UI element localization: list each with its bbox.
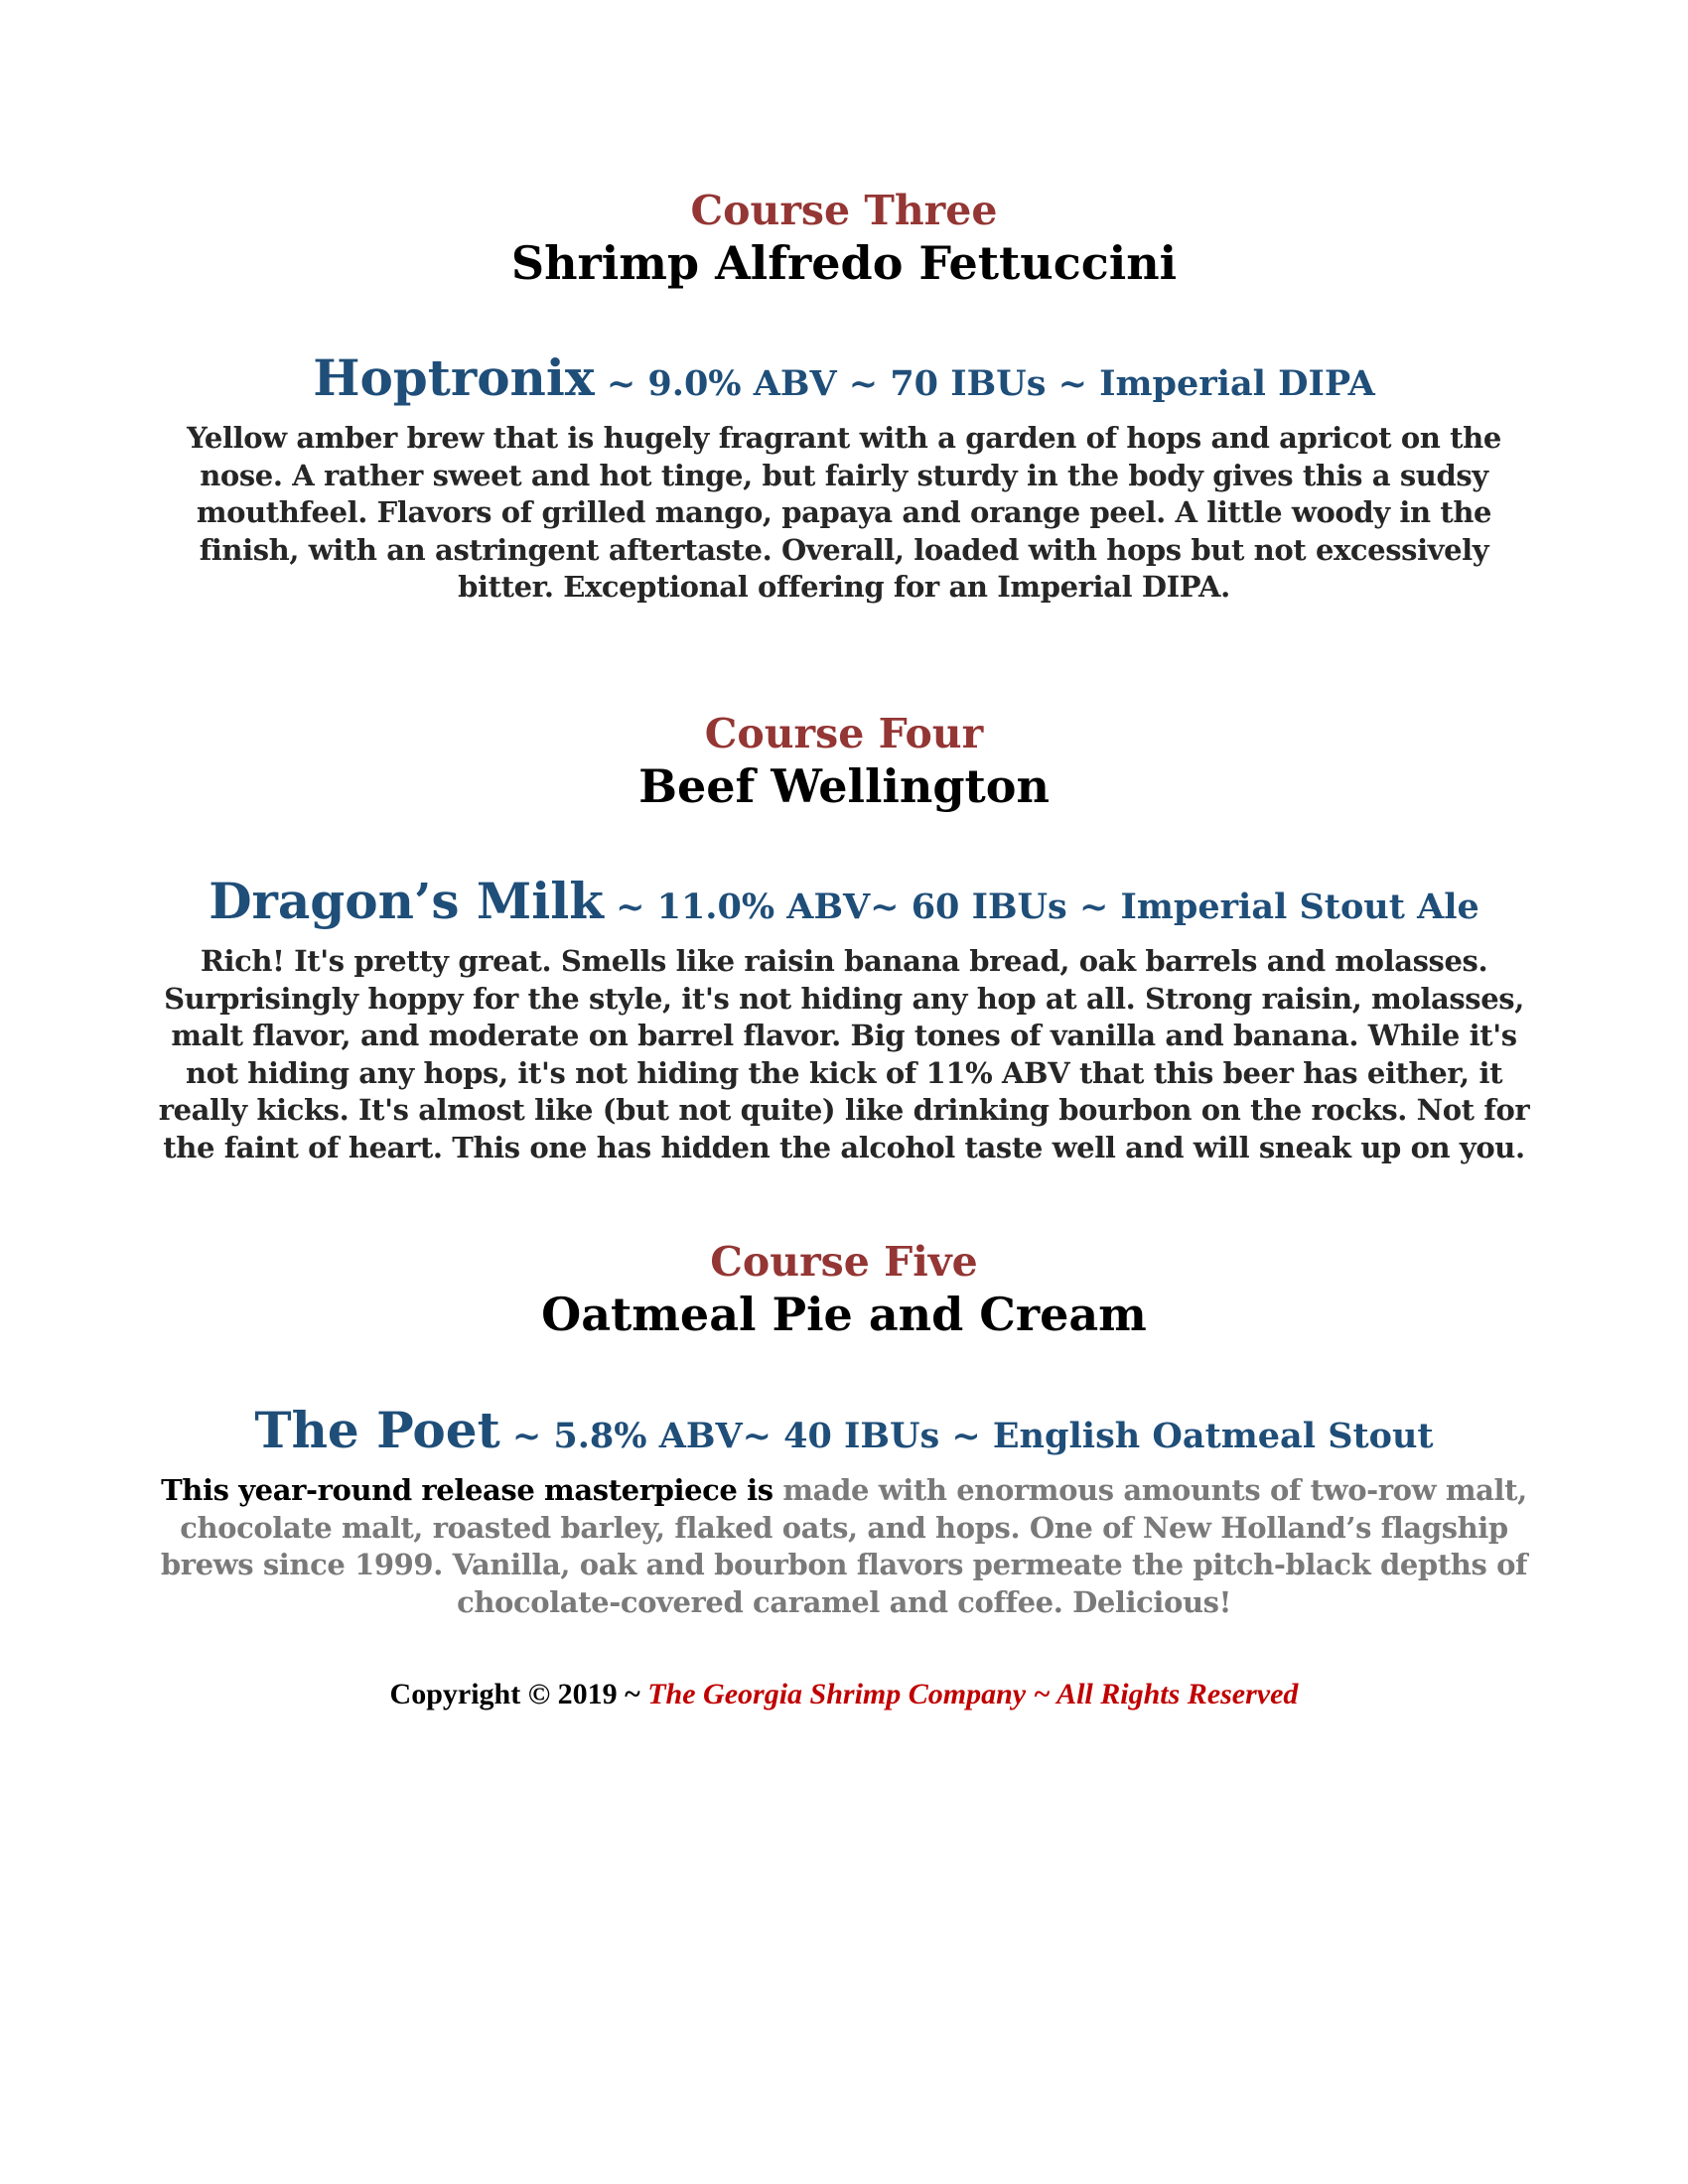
- description-text: made with enormous amounts of two-row malt,: [782, 1473, 1527, 1507]
- beer-the-poet: [99, 1401, 1589, 1621]
- description-intro: This year-round release masterpiece is: [161, 1473, 783, 1507]
- description-line: mouthfeel. Flavors of grilled mango, papaya and orange peel. A little woody in the: [196, 495, 1492, 529]
- copyright-footer: [99, 1677, 1589, 1712]
- course-label: Course Four: [704, 710, 984, 757]
- dish-name: Shrimp Alfredo Fettuccini: [510, 236, 1178, 290]
- beer-dragons-milk: [99, 872, 1589, 1166]
- beer-specs: ~ 5.8% ABV~ 40 IBUs ~ English Oatmeal Stout: [499, 1416, 1434, 1456]
- beer-description: [99, 420, 1589, 607]
- beer-hoptronix: [99, 348, 1589, 607]
- description-line: the faint of heart. This one has hidden the alcohol taste well and will sneak up on you.: [163, 1130, 1525, 1164]
- copyright-text: Copyright © 2019 ~: [389, 1678, 648, 1710]
- course-three-section: [99, 186, 1589, 291]
- dish-name: Oatmeal Pie and Cream: [541, 1288, 1147, 1341]
- beer-specs: ~ 11.0% ABV~ 60 IBUs ~ Imperial Stout Ale: [603, 887, 1479, 927]
- description-line: chocolate-covered caramel and coffee. Delicious!: [457, 1584, 1231, 1619]
- beer-heading: [99, 1401, 1589, 1472]
- description-line: chocolate malt, roasted barley, flaked oats, and hops. One of New Holland’s flagship: [180, 1510, 1508, 1545]
- beer-heading: [99, 872, 1589, 943]
- description-line: brews since 1999. Vanilla, oak and bourbon flavors permeate the pitch-black depths of: [160, 1548, 1528, 1581]
- beer-name: The Poet: [254, 1401, 500, 1459]
- description-line: Surprisingly hoppy for the style, it's not hiding any hop at all. Strong raisin, molasses,: [164, 981, 1524, 1016]
- description-line: not hiding any hops, it's not hiding the kick of 11% ABV that this beer has either, it: [185, 1055, 1503, 1090]
- company-rights-text: The Georgia Shrimp Company ~ All Rights Reserved: [647, 1678, 1299, 1710]
- beer-description: [99, 1472, 1589, 1621]
- description-line: nose. A rather sweet and hot tinge, but fairly sturdy in the body gives this a sudsy: [200, 458, 1488, 492]
- beer-name: Dragon’s Milk: [209, 872, 604, 930]
- description-line: finish, with an astringent aftertaste. Overall, loaded with hops but not excessively: [199, 532, 1489, 567]
- beer-name: Hoptronix: [313, 348, 595, 407]
- course-four-section: [99, 709, 1589, 814]
- course-five-section: [99, 1237, 1589, 1342]
- beer-description: [99, 943, 1589, 1166]
- description-line: really kicks. It's almost like (but not quite) like drinking bourbon on the rocks. Not for: [158, 1093, 1530, 1127]
- beer-heading: [99, 348, 1589, 420]
- dish-name: Beef Wellington: [638, 759, 1050, 813]
- description-line: [99, 1472, 1589, 1510]
- beer-specs: ~ 9.0% ABV ~ 70 IBUs ~ Imperial DIPA: [594, 363, 1375, 404]
- description-line: Yellow amber brew that is hugely fragrant with a garden of hops and apricot on the: [187, 421, 1501, 455]
- course-label: Course Five: [710, 1238, 978, 1286]
- description-line: bitter. Exceptional offering for an Imperial DIPA.: [458, 570, 1230, 604]
- description-line: Rich! It's pretty great. Smells like raisin banana bread, oak barrels and molasses.: [200, 944, 1488, 978]
- description-line: malt flavor, and moderate on barrel flavor. Big tones of vanilla and banana. While it's: [171, 1019, 1517, 1052]
- course-label: Course Three: [690, 187, 998, 234]
